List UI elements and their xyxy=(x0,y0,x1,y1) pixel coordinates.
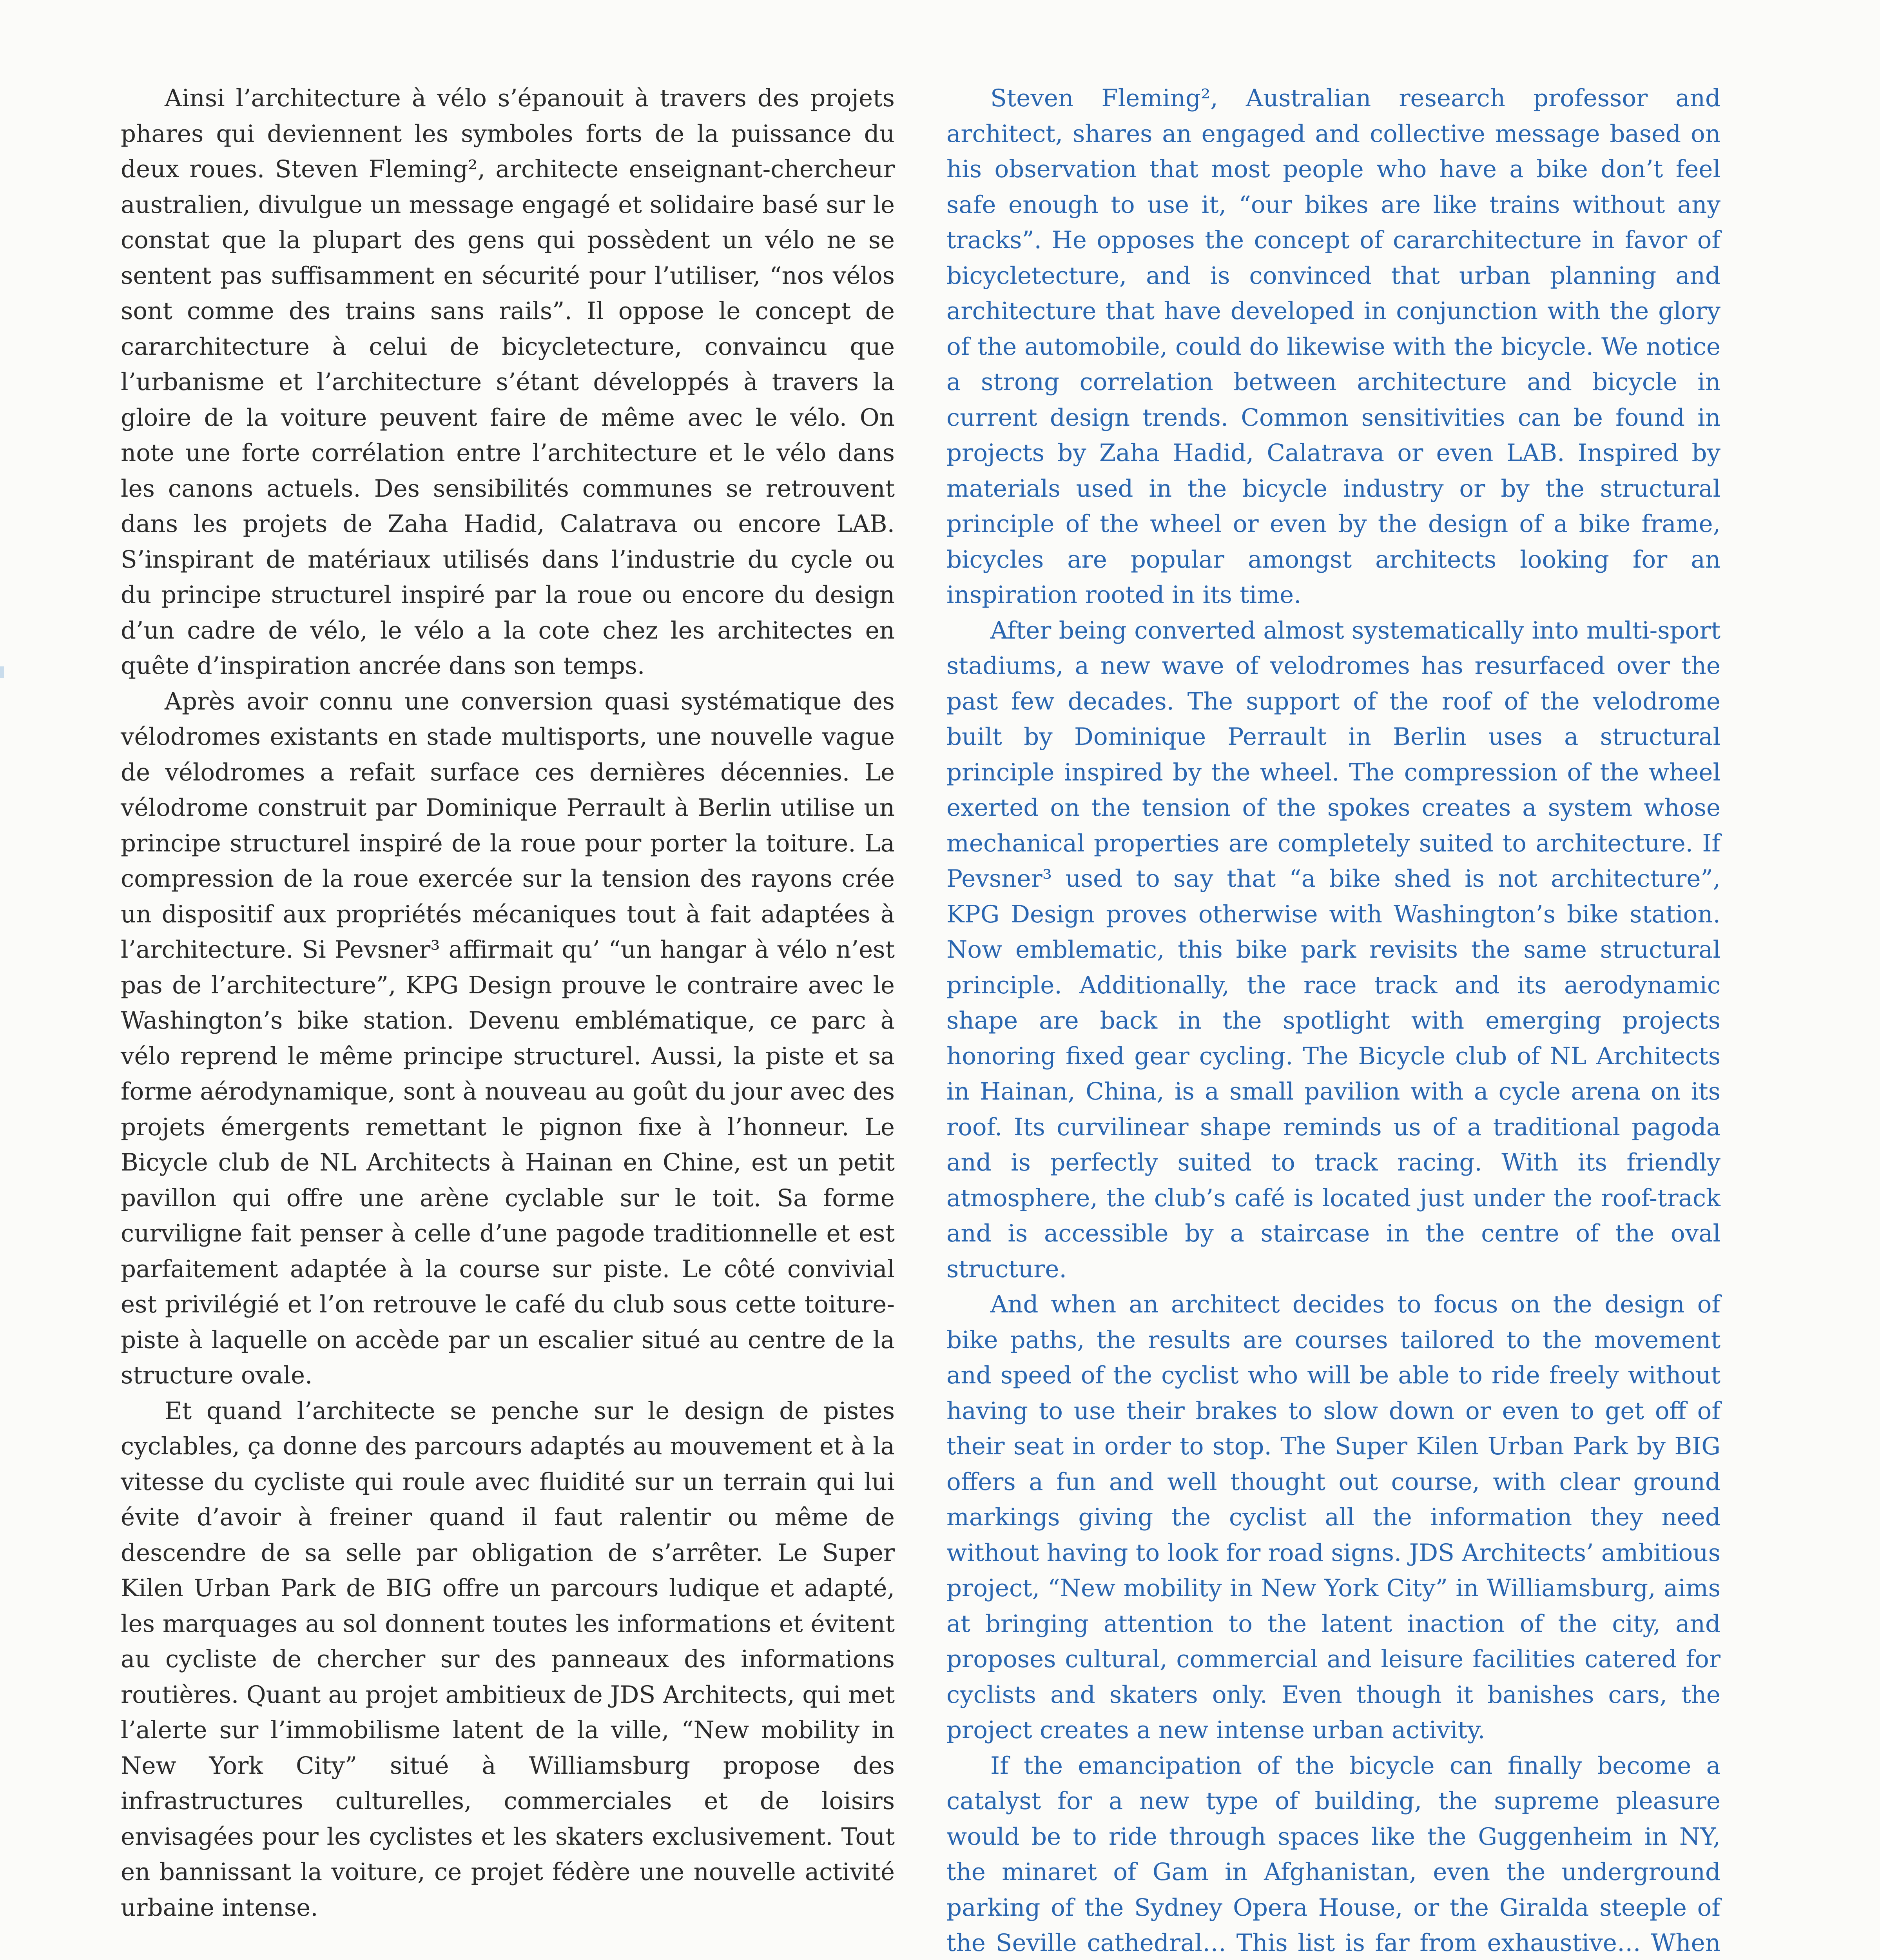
french-column xyxy=(121,81,895,1960)
scan-edge-mark xyxy=(0,666,4,678)
french-paragraph-1: Ainsi l’architecture à vélo s’épanouit à travers des projets phares qui deviennent les symboles forts de la puissance du deux roues. Steven Fleming², architecte enseignant-chercheur australien, divulgue un message engagé et solidaire basé sur le constat que la plupart des gens qui possèdent un vélo ne se sentent pas suffisamment en sécurité pour l’utiliser, “nos vélos sont comme des trains sans rails”. Il oppose le concept de cararchitecture à celui de bicycletecture, convaincu que l’urbanisme et l’architecture s’étant développés à travers la gloire de la voiture peuvent faire de même avec le vélo. On note une forte corrélation entre l’architecture et le vélo dans les canons actuels. Des sensibilités communes se retrouvent dans les projets de Zaha Hadid, Calatrava ou encore LAB. S’inspirant de matériaux utilisés dans l’industrie du cycle ou du principe structurel inspiré par la roue ou encore du design d’un cadre de vélo, le vélo a la cote chez les architectes en quête d’inspiration ancrée dans son temps. xyxy=(121,84,895,680)
english-column xyxy=(946,81,1720,1960)
french-paragraph-3: Et quand l’architecte se penche sur le design de pistes cyclables, ça donne des parcours adaptés au mouvement et à la vitesse du cycliste qui roule avec fluidité sur un terrain qui lui évite d’avoir à freiner quand il faut ralentir ou même de descendre de sa selle par obligation de s’arrêter. Le Super Kilen Urban Park de BIG offre un parcours ludique et adapté, les marquages au sol donnent toutes les informations et évitent au cycliste de chercher sur des panneaux des informations routières. Quant au projet ambitieux de JDS Architects, qui met l’alerte sur l’immobilisme latent de la ville, “New mobility in New York City” situé à Williamsburg propose des infrastructures culturelles, commerciales et de loisirs envisagées pour les cyclistes et les skaters exclusivement. Tout en bannissant la voiture, ce projet fédère une nouvelle activité urbaine intense. xyxy=(121,1397,895,1922)
english-paragraph-3: And when an architect decides to focus on the design of bike paths, the results are courses tailored to the movement and speed of the cyclist who will be able to ride freely without having to use their brakes to slow down or even to get off of their seat in order to stop. The Super Kilen Urban Park by BIG offers a fun and well thought out course, with clear ground markings giving the cyclist all the information they need without having to look for road signs. JDS Architects’ ambitious project, “New mobility in New York City” in Williamsburg, aims at bringing attention to the latent inaction of the city, and proposes cultural, commercial and leisure facilities catered for cyclists and skaters only. Even though it banishes cars, the project creates a new intense urban activity. xyxy=(946,1290,1720,1744)
english-paragraph-2: After being converted almost systematically into multi-sport stadiums, a new wave of velodromes has resurfaced over the past few decades. The support of the roof of the velodrome built by Dominique Perrault in Berlin uses a structural principle inspired by the wheel. The compression of the wheel exerted on the tension of the spokes creates a system whose mechanical properties are completely suited to architecture. If Pevsner³ used to say that “a bike shed is not architecture”, KPG Design proves otherwise with Washington’s bike station. Now emblematic, this bike park revisits the same structural principle. Additionally, the race track and its aerodynamic shape are back in the spotlight with emerging projects honoring fixed gear cycling. The Bicycle club of NL Architects in Hainan, China, is a small pavilion with a cycle arena on its roof. Its curvilinear shape reminds us of a traditional pagoda and is perfectly suited to track racing. With its friendly atmosphere, the club’s café is located just under the roof-track and is accessible by a staircase in the centre of the oval structure. xyxy=(946,616,1720,1283)
english-paragraph-1: Steven Fleming², Australian research professor and architect, shares an engaged and collective message based on his observation that most people who have a bike don’t feel safe enough to use it, “our bikes are like trains without any tracks”. He opposes the concept of cararchitecture in favor of bicycletecture, and is convinced that urban planning and architecture that have developed in conjunction with the glory of the automobile, could do likewise with the bicycle. We notice a strong correlation between architecture and bicycle in current design trends. Common sensitivities can be found in projects by Zaha Hadid, Calatrava or even LAB. Inspired by materials used in the bicycle industry or by the structural principle of the wheel or even by the design of a bike frame, bicycles are popular amongst architects looking for an inspiration rooted in its time. xyxy=(946,84,1720,609)
english-paragraph-4: If the emancipation of the bicycle can finally become a catalyst for a new type of building, the supreme pleasure would be to ride through spaces like the Guggenheim in NY, the minaret of Gam in Afghanistan, even the underground parking of the Sydney Opera House, or the Giralda steeple of the Seville cathedral… This list is far from exhaustive… When xyxy=(946,1751,1720,1957)
french-paragraph-2: Après avoir connu une conversion quasi systématique des vélodromes existants en stade multisports, une nouvelle vague de vélodromes a refait surface ces dernières décennies. Le vélodrome construit par Dominique Perrault à Berlin utilise un principe structurel inspiré de la roue pour porter la toiture. La compression de la roue exercée sur la tension des rayons crée un dispositif aux propriétés mécaniques tout à fait adaptées à l’architecture. Si Pevsner³ affirmait qu’ “un hangar à vélo n’est pas de l’architecture”, KPG Design prouve le contraire avec le Washington’s bike station. Devenu emblématique, ce parc à vélo reprend le même principe structurel. Aussi, la piste et sa forme aérodynamique, sont à nouveau au goût du jour avec des projets émergents remettant le pignon fixe à l’honneur. Le Bicycle club de NL Architects à Hainan en Chine, est un petit pavillon qui offre une arène cyclable sur le toit. Sa forme curviligne fait penser à celle d’une pagode traditionnelle et est parfaitement adaptée à la course sur piste. Le côté convivial est privilégié et l’on retrouve le café du club sous cette toiture-piste à laquelle on accède par un escalier situé au centre de la structure ovale. xyxy=(121,687,895,1389)
